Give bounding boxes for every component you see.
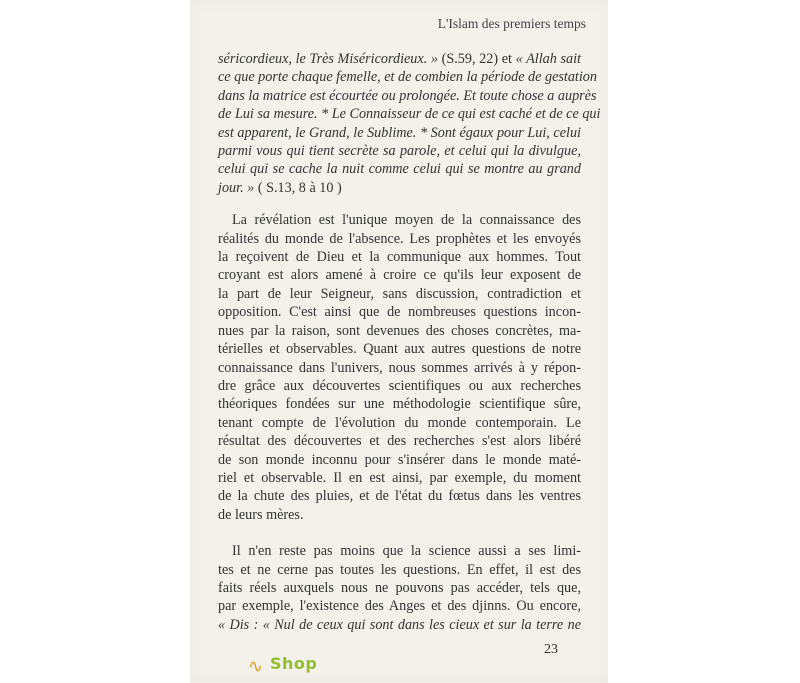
paragraph-line: par exemple, l'existence des Anges et des djinns. Ou encore, — [218, 598, 581, 615]
paragraph-line: croyant est alors amené à croire ce qu'ils leur exposent de — [218, 267, 581, 284]
paragraph-line: opposition. C'est ainsi que de nombreuses questions incon- — [218, 304, 581, 321]
paragraph-line: Il n'en reste pas moins que la science aussi a ses limi- — [232, 543, 581, 560]
paragraph-line: de son monde inconnu pour s'insérer dans le monde maté- — [218, 451, 581, 468]
paragraph-line: théoriques fondées sur une méthodologie scientifique sûre, — [218, 396, 581, 413]
quote-line: jour. » ( S.13, 8 à 10 ) — [218, 179, 342, 196]
paragraph-line: résultat des découvertes et des recherches s'est alors libéré — [218, 433, 581, 450]
page-body — [218, 50, 601, 634]
quote-text: « Allah sait — [515, 51, 581, 67]
shop-logo — [248, 654, 322, 676]
paragraph-line: la part de leur Seigneur, sans discussion, contradiction et — [218, 285, 581, 302]
swirl-logo-icon: ∿ — [248, 656, 264, 677]
quote-line: parmi vous qui tient secrète sa parole, et celui qui la divulgue, — [218, 143, 581, 160]
paragraph-2 — [218, 542, 581, 634]
quote-line: ce que porte chaque femelle, et de combien la période de gestation — [218, 69, 597, 86]
paragraph-line: dre grâce aux découvertes scientifiques ou aux recherches — [218, 377, 581, 394]
quote-text: séricordieux, le Très Miséricordieux. » — [218, 51, 438, 67]
paragraph-line: de leurs mères. — [218, 506, 304, 523]
paragraph-line: réalités du monde de l'absence. Les prophètes et les envoyés — [218, 230, 581, 247]
quote-block — [218, 50, 601, 197]
quote-ref: ( S.13, 8 à 10 ) — [254, 179, 342, 196]
paragraph-line: tes et ne cerne pas toutes les questions. En effet, il est des — [218, 561, 581, 578]
paragraph-line: tenant compte de l'évolution du monde contemporain. Le — [218, 414, 581, 431]
paragraph-line: « Dis : « Nul de ceux qui sont dans les cieux et sur la terre ne — [218, 616, 581, 633]
paragraph-line: térielles et observables. Quant aux autres questions de notre — [218, 341, 581, 358]
quote-line: est apparent, le Grand, le Sublime. * Sont égaux pour Lui, celui — [218, 124, 581, 141]
quote-line: de Lui sa mesure. * Le Connaisseur de ce qui est caché et de ce qui — [218, 106, 601, 123]
quote-line: celui qui se cache la nuit comme celui qui se montre au grand — [218, 161, 581, 178]
paragraph-line: connaissance dans l'univers, nous sommes arrivés à y répon- — [218, 359, 581, 376]
paragraph-line: de la chute des pluies, et de l'état du fœtus dans les ventres — [218, 488, 581, 505]
paragraph-line: la reçoivent de Dieu et la communique aux hommes. Tout — [218, 249, 581, 266]
paragraph-1 — [218, 211, 581, 524]
running-head: L'Islam des premiers temps — [437, 16, 586, 31]
shop-logo-text: Shop — [270, 654, 318, 673]
quote-ref: (S.59, 22) et — [438, 51, 516, 67]
book-page — [190, 0, 608, 683]
paragraph-line: nues par la raison, sont devenues des choses concrètes, ma- — [218, 322, 581, 339]
quote-line: dans la matrice est écourtée ou prolongée. Et toute chose a auprès — [218, 87, 597, 104]
paragraph-line: faits réels auxquels nous ne pouvons pas accéder, tels que, — [218, 579, 581, 596]
paragraph-line: riel et observable. Il en est ainsi, par exemple, du moment — [218, 469, 581, 486]
paragraph-line: La révélation est l'unique moyen de la connaissance des — [232, 212, 581, 229]
quote-line — [218, 50, 581, 68]
page-number: 23 — [544, 642, 558, 657]
